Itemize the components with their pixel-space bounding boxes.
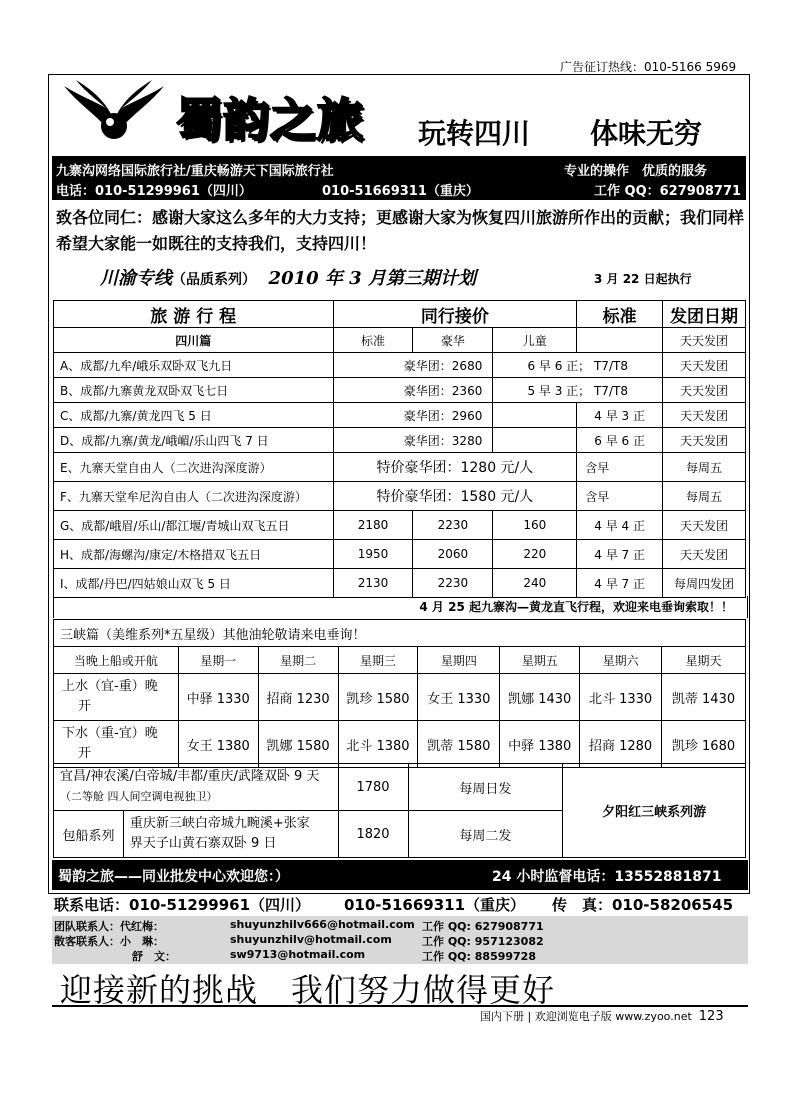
table-row: B、成都/九寨黄龙双卧双飞七日 豪华团：2360 5 早 3 正； T7/T8 天天发团: [54, 378, 746, 403]
table-row: H、成都/海螺沟/康定/木格措双飞五日 1950 2060 220 4 早 7 正 天天发团: [54, 540, 746, 569]
table-header-cell: 星期五: [500, 647, 580, 674]
table-header-cell: 当晚上船或开航: [54, 647, 179, 674]
plan-series: （品质系列）: [172, 272, 256, 288]
welcome-text: 蜀韵之旅——同业批发中心欢迎您：）: [58, 869, 289, 885]
table-row: I、成都/丹巴/四姑娘山双飞 5 日 2130 2230 240 4 早 7 正 每周四发团: [54, 569, 746, 598]
sub-standard: 标准: [333, 328, 413, 353]
agency-bar: [52, 156, 746, 200]
sunset-series: 夕阳红三峡系列游: [563, 764, 746, 858]
col-trade-price: 同行接价: [333, 301, 577, 328]
supervision-phone: 24 小时监督电话：13552881871: [492, 869, 722, 885]
footer: [480, 1008, 724, 1024]
sub-child: 儿童: [493, 328, 577, 353]
col-itinerary: 旅 游 行 程: [54, 301, 334, 328]
col-standard: 标准: [577, 301, 663, 328]
agency-names: 九寨沟网络国际旅行社/重庆畅游天下国际旅行社: [56, 164, 334, 179]
service-motto: 专业的操作 优质的服务: [564, 164, 708, 179]
sub-luxury: 豪华: [413, 328, 493, 353]
phone-sichuan: 电话：010-51299961（四川）: [56, 184, 252, 199]
table-row: F、九寨天堂牟尼沟自由人（二次进沟深度游） 特价豪华团：1580 元/人 含早 每周五: [54, 482, 746, 511]
slogan-2: 体味无穷: [590, 117, 703, 150]
table-row: 包船系列 重庆新三峡白帝城九畹溪+张家 界天子山黄石寨双卧 9 日 1820 每周二发: [54, 811, 746, 858]
table-header-cell: 星期天: [662, 647, 746, 674]
table-row: E、九寨天堂自由人（二次进沟深度游） 特价豪华团：1280 元/人 含早 每周五: [54, 453, 746, 482]
staff-contacts: 团队联系人：代红梅： shuyunzhilv666@hotmail.com 工作 QQ: 627908771 散客联系人：小 琳： shuyunzhilv@hotmail.com 工作 QQ: 957123082 舒 文： sw9713@hotmail.com 工作 QQ: 88599728: [52, 916, 748, 964]
three-gorges-table: [53, 619, 746, 768]
winged-logo-icon: [62, 78, 166, 150]
page-number: 123: [698, 1009, 724, 1024]
table-header-cell: 星期六: [580, 647, 662, 674]
daily-departure: 天天发团: [663, 328, 746, 353]
direct-flight-notice: 4 月 25 起九寨沟—黄龙直飞行程，欢迎来电垂询索取！！: [53, 596, 748, 618]
table-header-cell: 星期二: [258, 647, 338, 674]
col-departure: 发团日期: [663, 301, 746, 328]
email-link[interactable]: shuyunzhilv666@hotmail.com: [230, 918, 415, 931]
table-row: 下水（重-宜）晚 开 女王 1380 凯娜 1580 北斗 1380 凯蒂 1580 中驿 1380 招商 1280 凯珍 1680: [54, 721, 746, 768]
sichuan-price-table: [53, 300, 746, 598]
table-row: A、成都/九牟/峨乐双卧双飞九日 豪华团：2680 6 早 6 正； T7/T8 天天发团: [54, 353, 746, 378]
slogan-1: 玩转四川: [418, 117, 531, 150]
three-gorges-title: 三峡篇（美维系列*五星级）其他油轮敬请来电垂询！: [54, 620, 746, 647]
table-header-cell: 星期四: [418, 647, 500, 674]
table-row: C、成都/九寨/黄龙四飞 5 日 豪华团：2960 4 早 3 正 天天发团: [54, 403, 746, 428]
package-table: [53, 763, 746, 858]
downstream-label: 下水（重-宜）晚 开: [54, 721, 179, 768]
thanks-message: 致各位同仁：感谢大家这么多年的大力支持；更感谢大家为恢复四川旅游所作出的贡献；我们同样希望大家能一如既往的支持我们，支持四川！: [56, 208, 745, 253]
effective-date: 3 月 22 日起执行: [594, 272, 692, 286]
table-header-cell: 星期三: [338, 647, 418, 674]
phone-chongqing: 010-51669311（重庆）: [322, 184, 479, 199]
closing-slogan: 迎接新的挑战 我们努力做得更好: [60, 971, 556, 1009]
table-row: 上水（宜-重）晚 开 中驿 1330 招商 1230 凯珍 1580 女王 1330 凯娜 1430 北斗 1330 凯蒂 1430: [54, 674, 746, 721]
table-header-cell: 星期一: [178, 647, 258, 674]
email-link[interactable]: shuyunzhilv@hotmail.com: [230, 933, 392, 946]
email-link[interactable]: sw9713@hotmail.com: [230, 948, 366, 961]
plan-period: 2010 年 3 月第三期计划: [268, 268, 476, 289]
table-row: G、成都/峨眉/乐山/都江堰/青城山双飞五日 2180 2230 160 4 早 4 正 天天发团: [54, 511, 746, 540]
brand-name: 蜀韵之旅: [176, 93, 364, 147]
plan-title: [100, 264, 476, 290]
footer-divider: [52, 1005, 748, 1007]
work-qq: 工作 QQ：627908771: [594, 184, 742, 199]
section-sichuan: 四川篇: [54, 328, 334, 353]
table-row: D、成都/九寨/黄龙/峨嵋/乐山四飞 7 日 豪华团：3280 6 早 6 正 天天发团: [54, 428, 746, 453]
upstream-label: 上水（宜-重）晚 开: [54, 674, 179, 721]
wholesale-bar: [52, 860, 748, 890]
plan-prefix: 川渝专线: [100, 268, 172, 289]
contact-line: 联系电话：010-51299961（四川） 010-51669311（重庆） 传 真：010-58206545: [54, 896, 734, 914]
table-row: 宜昌/神农溪/白帝城/丰都/重庆/武隆双卧 9 天 （二等舱 四人间空调电视独卫） 1780 每周日发 夕阳红三峡系列游: [54, 764, 746, 811]
footer-text: 国内下册 | 欢迎浏览电子版 www.zyoo.net: [480, 1010, 692, 1023]
charter-label: 包船系列: [54, 811, 124, 858]
ad-hotline: 广告征订热线：010-5166 5969: [560, 60, 737, 74]
